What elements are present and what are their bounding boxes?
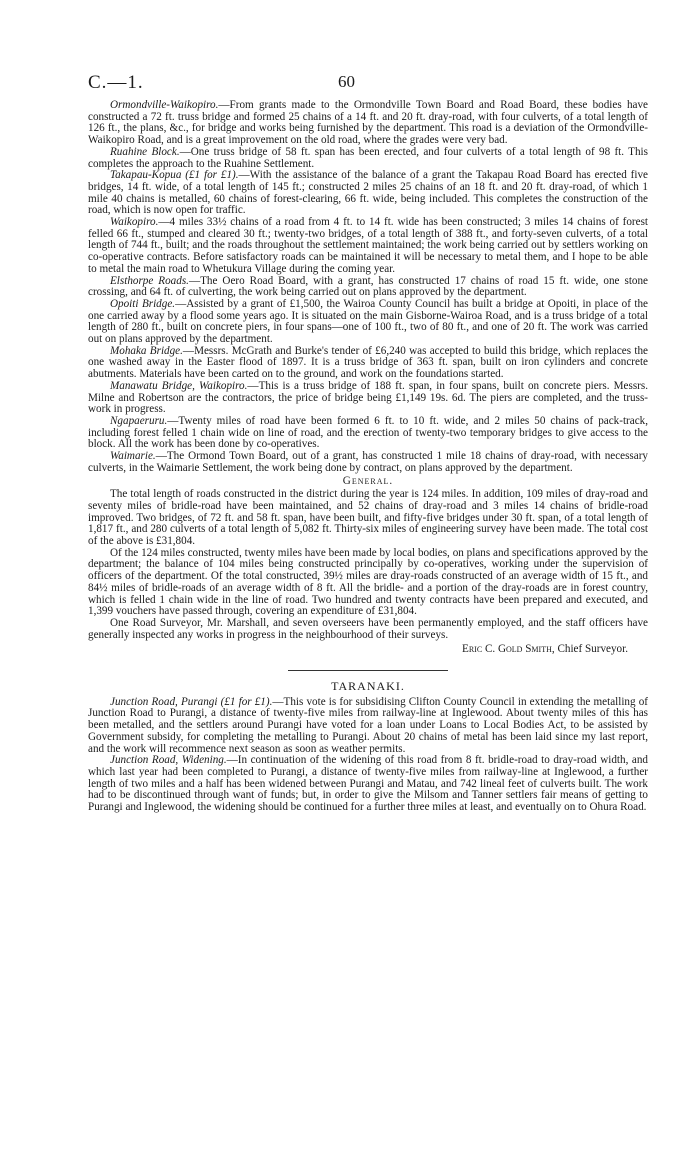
paragraph-title: Ruahine Block. <box>110 145 180 158</box>
paragraph-general-constructed: Of the 124 miles constructed, twenty miles have been made by local bodies, on plans and specifications approved by the department; the balance of 104 miles being constructed principally by co-operatives, working under the supervision of officers of the department. Of the total constructed, 39½ miles are dray-roads constructed of an average width of 15 ft., and 84½ miles of bridle-roads of an average width of 8 ft. All the bridle- and a portion of the dray-roads are in forest country, which is felled 1 chain wide in the line of road. Two hundred and twenty contracts have been prepared and executed, and 1,399 vouchers have passed through, covering an expenditure of £31,804. <box>88 546 648 618</box>
paragraph-ruahine <box>88 147 648 170</box>
paragraph-text: —One truss bridge of 58 ft. span has been erected, and four culverts of a total length of 98 ft. This completes the approach to the Ruahine Settlement. <box>88 145 648 170</box>
paragraph-title: Mohaka Bridge. <box>110 344 183 357</box>
paragraph-title: Waimarie. <box>110 450 156 463</box>
paragraph-text: —With the assistance of the balance of a grant the Takapau Road Board has erected five bridges, 14 ft. wide, of a total length of 145 ft.; constructed 2 miles 25 chains of an 18 ft. and 20 ft. dray-road, of which 1 mile 40 chains is metalled, 60 chains of forest-clearing, 66 ft. wide, being included. This completes the construction of the road, which is now open for traffic. <box>88 169 648 217</box>
paragraph-opoiti <box>88 299 648 346</box>
paragraph-general-staff: One Road Surveyor, Mr. Marshall, and seven overseers have been permanently employed, and the staff officers have generally inspected any works in progress in the neighbourhood of their surveys. <box>88 616 648 641</box>
general-heading: General. <box>342 474 394 487</box>
paragraph-text: —From grants made to the Ormondville Town Board and Road Board, these bodies have constructed a 72 ft. truss bridge and formed 25 chains of a 14 ft. and 20 ft. dray-road, with four culverts, of a total length of 126 ft., the plans, &c., for bridge and works being furnished by the department. This road is a deviation of the Ormondville-Waikopiro Road, and is a great improvement on the old road, where the grades were very bad. <box>88 99 648 147</box>
paragraph-text: —This vote is for subsidising Clifton County Council in extending the metalling of Junction Road to Purangi, a distance of twenty-five miles from railway-line at Inglewood. About twenty miles of this has been metalled, and the settlers around Purangi have voted for a loan under Loans to Local Bodies Act, to be assisted by Government subsidy, for completing the metalling to Purangi. About 20 chains of metal has been laid since my last report, and the work will recommence next season as soon as weather permits. <box>88 695 648 755</box>
signature-title: Chief Surveyor. <box>557 643 628 656</box>
paragraph-text: —4 miles 33½ chains of a road from 4 ft. to 14 ft. wide has been constructed; 3 miles 14 chains of forest felled 66 ft., stumped and cleared 30 ft.; twenty-two bridges, of a total length of 388 ft., and forty-seven culverts, of a total length of 744 ft., built; and the roads throughout the settlement maintained; the work being carried out by settlers working on co-operative contracts. Before satisfactory roads can be maintained it will be necessary to metal them, and I hope to be able to metal the main road to Whetukura Village during the coming year. <box>88 216 648 275</box>
section-divider <box>288 670 448 671</box>
paragraph-text: —Messrs. McGrath and Burke's tender of £6,240 was accepted to build this bridge, which replaces the one washed away in the Easter flood of 1897. It is a truss bridge of 363 ft. span, built on iron cylinders and concrete abutments. Materials have been carted on to the ground, and work on the foundations started. <box>88 344 648 381</box>
paragraph-waikopiro <box>88 217 648 276</box>
page-number: 60 <box>338 72 355 91</box>
paragraph-title: Ngapaeruru. <box>110 414 168 427</box>
paragraph-ngapaeruru <box>88 416 648 451</box>
signature-name: Eric C. Gold Smith, <box>462 643 555 656</box>
paragraph-title: Ormondville-Waikopiro. <box>110 99 219 111</box>
document-body <box>88 100 648 814</box>
paragraph-junction-widening <box>88 755 648 814</box>
paragraph-junction-purangi <box>88 697 648 756</box>
paragraph-general-total: The total length of roads constructed in the district during the year is 124 miles. In addition, 109 miles of dray-road and seventy miles of bridle-road have been maintained, and 52 chains of dray-road and 3 miles 14 chains of bridle-road improved. Two bridges, of 72 ft. and 58 ft. span, have been built, and fifty-five bridges under 30 ft. span, of a total length of 1,817 ft., and 280 culverts of a total length of 5,082 ft. Thirty-six miles of engineering survey have been made. The total cost of the above is £31,804. <box>88 488 648 548</box>
paragraph-text: —In continuation of the widening of this road from 8 ft. bridle-road to dray-road width, and which last year had been completed to Purangi, a distance of twenty-five miles from railway-line at Inglewood, a further length of two miles and a half has been widened between Purangi and Matau, and 742 lineal feet of culverts built. The work had to be discontinued through want of funds; but, in order to give the Milsom and Tanner settlers fair means of getting to Purangi and Inglewood, the widening should be continued for a further three miles at least, and eventually on to Ohura Road. <box>88 754 648 814</box>
paragraph-text: —Assisted by a grant of £1,500, the Wairoa County Council has built a bridge at Opoiti, in place of the one carried away by a flood some years ago. It is situated on the main Gisborne-Wairoa Road, and is a truss bridge of a total length of 280 ft., built on concrete piers, in four spans—one of 100 ft., two of 80 ft., and one of 20 ft. The work was carried out on plans approved by the department. <box>88 297 648 346</box>
paragraph-ormondville <box>88 100 648 147</box>
paragraph-title: Elsthorpe Roads. <box>110 274 189 287</box>
paragraph-takapau <box>88 170 648 217</box>
paragraph-waimarie <box>88 451 648 474</box>
paragraph-mohaka <box>88 346 648 381</box>
paragraph-title: Waikopiro. <box>110 216 159 229</box>
document-reference: C.—1. <box>88 72 144 93</box>
signature <box>88 644 648 656</box>
paragraph-title: Takapau-Kopua (£1 for £1). <box>110 169 239 182</box>
paragraph-elsthorpe <box>88 276 648 299</box>
page-header <box>88 0 648 100</box>
taranaki-heading: TARANAKI. <box>331 679 405 694</box>
paragraph-title: Junction Road, Purangi (£1 for £1). <box>110 695 273 708</box>
paragraph-manawatu <box>88 381 648 416</box>
paragraph-text: —The Ormond Town Board, out of a grant, has constructed 1 mile 18 chains of dray-road, with necessary culverts, in the Waimarie Settlement, the work being done by contract, on plans approved by the department. <box>88 450 648 474</box>
paragraph-text: —The Oero Road Board, with a grant, has constructed 17 chains of road 15 ft. wide, one stone crossing, and 64 ft. of culverting, the work being carried out on plans approved by the department. <box>88 274 649 299</box>
paragraph-title: Manawatu Bridge, Waikopiro. <box>110 379 248 392</box>
paragraph-title: Junction Road, Widening. <box>110 754 227 767</box>
paragraph-text: —Twenty miles of road have been formed 6 ft. to 10 ft. wide, and 2 miles 50 chains of pack-track, including forest felled 1 chain wide on line of road, and the erection of twenty-two temporary bridges to give access to the block. All the work has been done by co-operatives. <box>88 414 648 451</box>
paragraph-title: Opoiti Bridge. <box>110 297 176 310</box>
paragraph-text: —This is a truss bridge of 188 ft. span, in four spans, built on concrete piers. Messrs. Milne and Robertson are the contractors, the price of bridge being £1,149 19s. 6d. The piers are completed, and the truss-work in progress. <box>88 379 648 416</box>
